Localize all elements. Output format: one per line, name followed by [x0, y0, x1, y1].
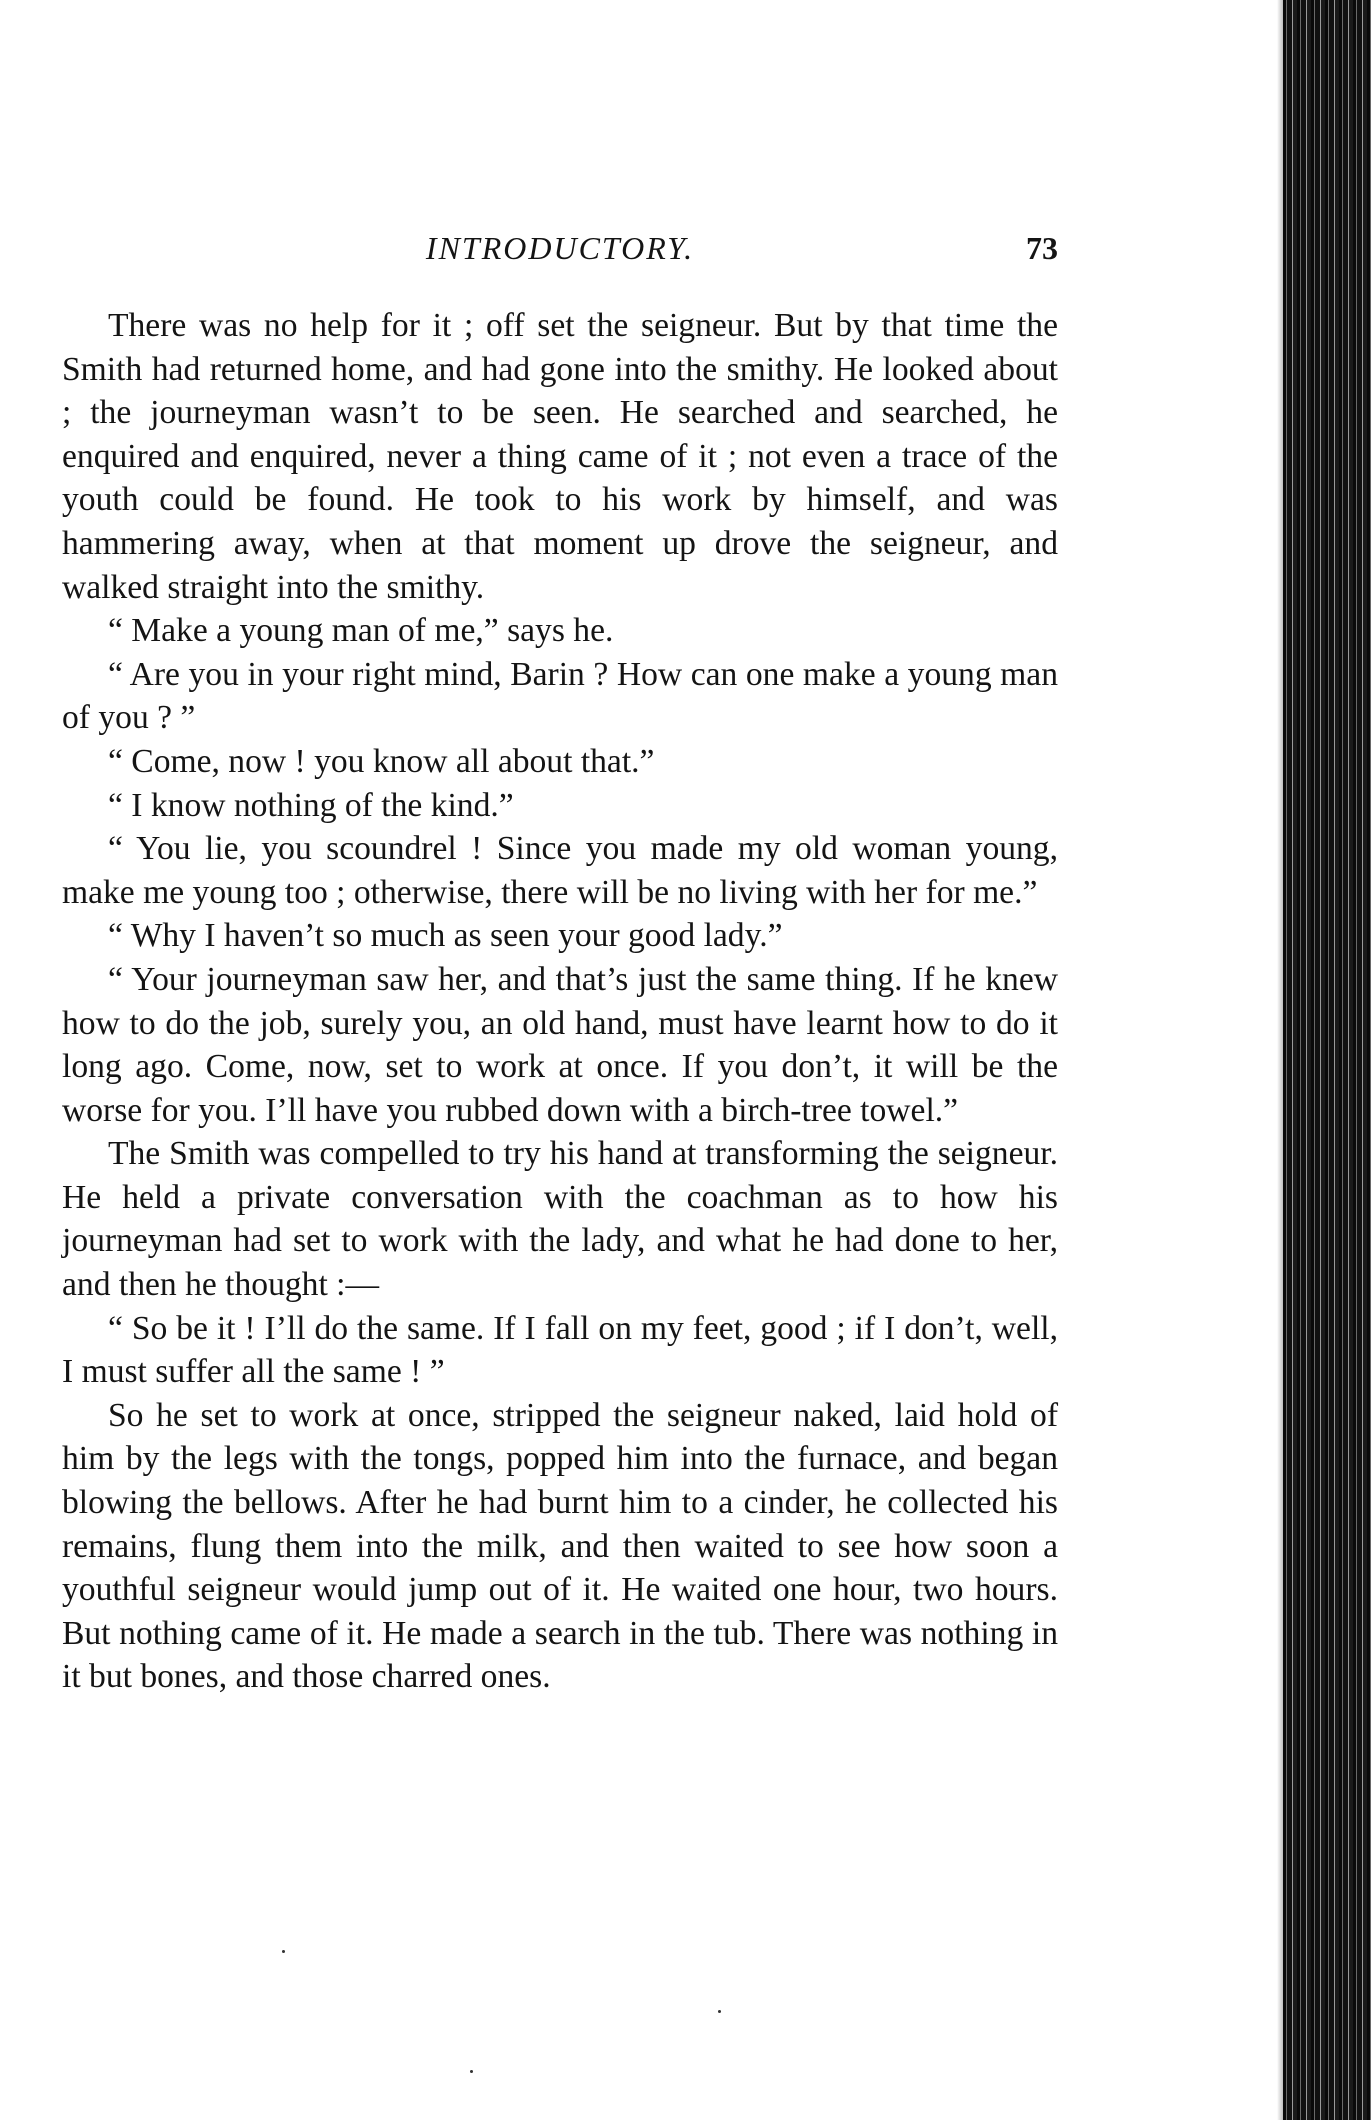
paragraph: “ You lie, you scoundrel ! Since you made my old woman young, make me young too ; otherwise, there will be no living with her for me.”	[62, 830, 1058, 911]
page-header	[62, 222, 1058, 274]
paragraph: The Smith was compelled to try his hand at transforming the seigneur. He held a private conversation with the coachman as to how his journeyman had set to work with the lady, and what he had done to her, and then he thought :—	[62, 1135, 1058, 1304]
paragraph: So he set to work at once, stripped the seigneur naked, laid hold of him by the legs with the tongs, popped him into the furnace, and began blowing the bellows. After he had burnt him to a cinder, he collected his remains, flung them into the milk, and then waited to see how soon a youthful seigneur would jump out of it. He waited one hour, two hours. But nothing came of it. He made a search in the tub. There was nothing in it but bones, and those charred ones.	[62, 1396, 1058, 1696]
ink-speck	[470, 2070, 473, 2073]
ink-speck	[282, 1950, 285, 1953]
paragraph: “ Are you in your right mind, Barin ? How can one make a young man of you ? ”	[62, 655, 1058, 737]
paragraph: “ Make a young man of me,” says he.	[108, 612, 614, 650]
page-number: 73	[1026, 230, 1058, 266]
book-spine-edge	[1283, 0, 1371, 2120]
paragraph: “ Come, now ! you know all about that.”	[108, 742, 655, 780]
paragraph: “ I know nothing of the kind.”	[108, 786, 514, 824]
running-title: INTRODUCTORY.	[425, 230, 695, 266]
body-text	[62, 304, 1058, 1699]
paragraph: “ Why I haven’t so much as seen your good lady.”	[108, 917, 783, 955]
paragraph: “ So be it ! I’ll do the same. If I fall on my feet, good ; if I don’t, well, I must suffer all the same ! ”	[62, 1309, 1058, 1391]
ink-speck	[718, 2010, 721, 2013]
paragraph: There was no help for it ; off set the seigneur. But by that time the Smith had returned home, and had gone into the smithy. He looked about ; the journeyman wasn’t to be seen. He searched and searched, he enquired and enquired, never a thing came of it ; not even a trace of the youth could be found. He took to his work by himself, and was hammering away, when at that moment up drove the seigneur, and walked straight into the smithy.	[62, 307, 1058, 606]
paragraph: “ Your journeyman saw her, and that’s just the same thing. If he knew how to do the job, surely you, an old hand, must have learnt how to do it long ago. Come, now, set to work at once. If you don’t, it will be the worse for you. I’ll have you rubbed down with a birch-tree towel.”	[62, 960, 1058, 1129]
